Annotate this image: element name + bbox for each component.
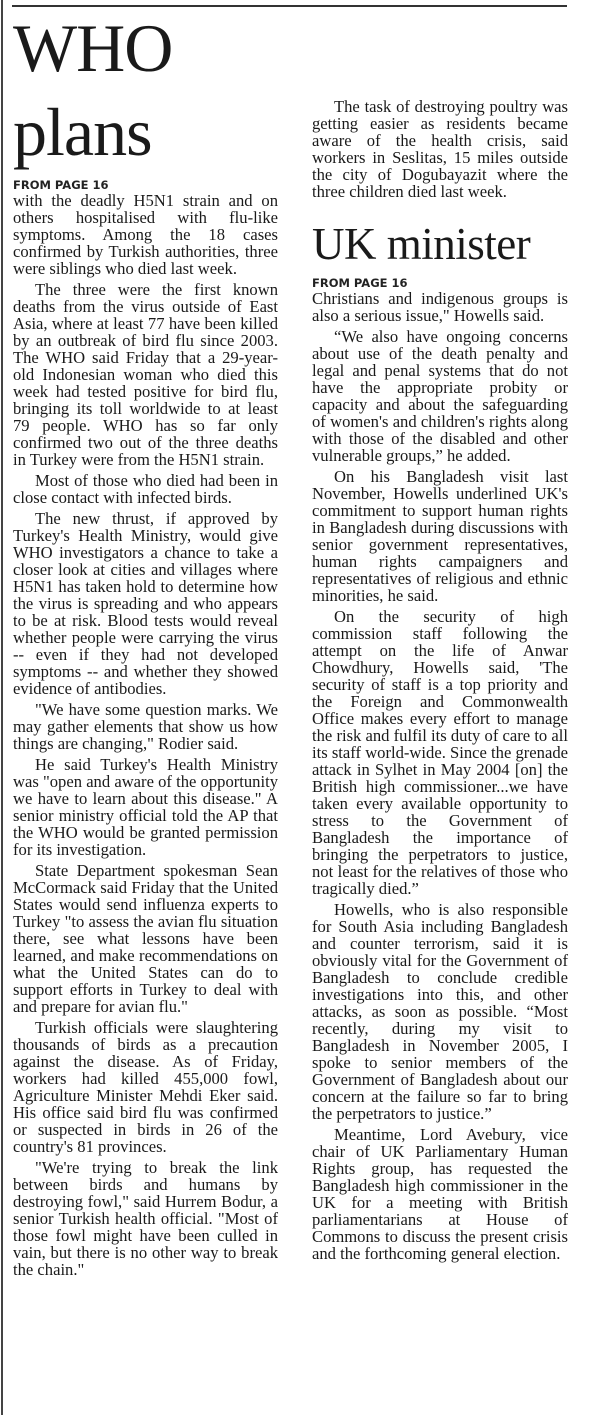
article-paragraph: Howells, who is also responsible for South Asia including Bangladesh and counter terrorism, said it is obviously vital for the Government of Bangladesh to conclude credible investigations into this, and other attacks, as soon as possible. “Most recently, during my visit to Bangladesh in November 2005, I spoke to senior members of the Government of Bangladesh about our concern at the failure so far to bring the perpetrators to justice.” [312,900,568,1123]
kicker: FROM PAGE 16 [13,178,109,192]
who-plans-article [13,6,278,1282]
article-paragraph: "We have some question marks. We may gather elements that show us how things are changing," Rodier said. [13,700,278,753]
article-paragraph: Christians and indigenous groups is also a serious issue," Howells said. [312,289,568,325]
right-column [312,6,568,1266]
headline: UK minister [312,219,531,269]
article-body [312,290,568,1262]
article-paragraph: Turkish officials were slaughtering thousands of birds as a precaution against the disease. As of Friday, workers had killed 455,000 fowl, Agriculture Minister Mehdi Eker said. His office said bird flu was confirmed or suspected in birds in 26 of the country's 81 provinces. [13,1018,278,1156]
article-paragraph: Most of those who died had been in close contact with infected birds. [13,471,278,507]
article-paragraph: The three were the first known deaths from the virus outside of East Asia, where at least 77 have been killed by an outbreak of bird flu since 2003. The WHO said Friday that a 29-year-old Indonesian woman who died this week had tested positive for bird flu, bringing its toll worldwide to at least 79 people. WHO has so far only confirmed two out of the three deaths in Turkey were from the H5N1 strain. [13,280,278,469]
page-edge-line [1,0,3,1415]
article-paragraph: with the deadly H5N1 strain and on others hospitalised with flu-like symptoms. Among the 18 cases confirmed by Turkish authorities, three were siblings who died last week. [13,191,278,278]
article-paragraph: The new thrust, if approved by Turkey's Health Ministry, would give WHO investigators a chance to take a closer look at cities and villages where H5N1 has taken hold to determine how the virus is spreading and who appears to be at risk. Blood tests would reveal whether people were carrying the virus -- even if they had not developed symptoms -- and whether they showed evidence of antibodies. [13,509,278,698]
headline: WHO plans [13,10,173,170]
article-paragraph: On the security of high commission staff following the attempt on the life of Anwar Chowdhury, Howells said, 'The security of staff is a top priority and the Foreign and Commonwealth Office makes every effort to manage the risk and fulfil its duty of care to all its staff world-wide. Since the grenade attack in Sylhet in May 2004 [on] the British high commissioner...we have taken every available opportunity to stress to the Government of Bangladesh the importance of bringing the perpetrators to justice, not least for the relatives of those who tragically died.” [312,607,568,898]
kicker: FROM PAGE 16 [312,276,408,290]
article-paragraph: The task of destroying poultry was getting easier as residents became aware of the health crisis, said workers in Seslitas, 15 miles outside the city of Dogubayazit where the three children died last week. [312,97,568,201]
article-paragraph: On his Bangladesh visit last November, Howells underlined UK's commitment to support human rights in Bangladesh during discussions with senior government representatives, human rights campaigners and representatives of religious and ethnic minorities, he said. [312,467,568,605]
article-paragraph: "We're trying to break the link between birds and humans by destroying fowl," said Hurrem Bodur, a senior Turkish health official. "Most of those fowl might have been culled in vain, but there is no other way to break the chain." [13,1158,278,1279]
article-paragraph: He said Turkey's Health Ministry was "open and aware of the opportunity we have to learn about this disease." A senior ministry official told the AP that the WHO would be granted permission for its investigation. [13,755,278,859]
article-paragraph: State Department spokesman Sean McCormack said Friday that the United States would send influenza experts to Turkey "to assess the avian flu situation there, see what lessons have been learned, and make recommendations on what the United States can do to support efforts in Turkey to deal with and prepare for avian flu." [13,861,278,1016]
article-body [13,192,278,1278]
article-paragraph: “We also have ongoing concerns about use of the death penalty and legal and penal systems that do not have the appropriate probity or capacity and about the safeguarding of women's and children's rights along with those of the disabled and other vulnerable groups,” he added. [312,327,568,465]
article-paragraph: Meantime, Lord Avebury, vice chair of UK Parliamentary Human Rights group, has requested the Bangladesh high commissioner in the UK for a meeting with British parliamentarians at House of Commons to discuss the present crisis and the forthcoming general election. [312,1125,568,1263]
